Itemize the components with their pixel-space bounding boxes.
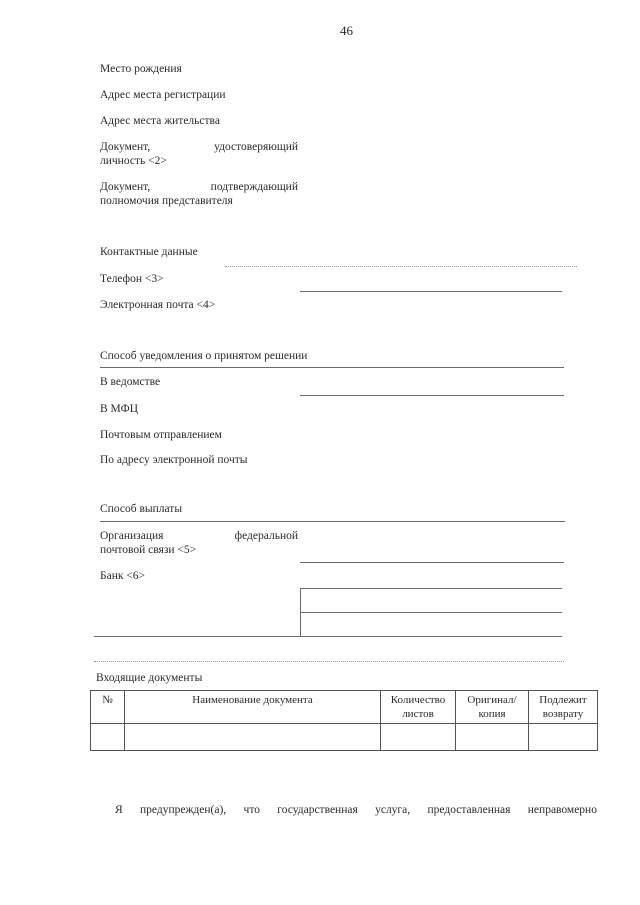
payment-title: Способ выплаты <box>100 503 183 515</box>
phone-label: Телефон <3> <box>100 273 164 285</box>
footer-paragraph <box>115 804 597 816</box>
res-address-label: Адрес места жительства <box>100 115 220 127</box>
footer-word: предоставленная <box>427 804 511 816</box>
contacts-divider <box>225 266 577 267</box>
col-name: Наименование документа <box>125 691 381 724</box>
rep-document-label <box>100 180 298 194</box>
id-document-word1: Документ, <box>100 141 151 153</box>
bank-label: Банк <6> <box>100 570 146 582</box>
cell-original[interactable] <box>456 724 529 751</box>
notification-option-email: По адресу электронной почты <box>100 454 248 466</box>
cell-return[interactable] <box>529 724 598 751</box>
notification-title: Способ уведомления о принятом решении <box>100 350 308 362</box>
contacts-title: Контактные данные <box>100 246 198 258</box>
footer-word: государственная <box>277 804 358 816</box>
bank-line-4 <box>94 661 564 662</box>
bank-line-3[interactable] <box>94 636 562 637</box>
documents-table <box>90 690 598 751</box>
col-return: Подлежит возврату <box>529 691 598 724</box>
footer-word: неправомерно <box>527 804 597 816</box>
footer-word: что <box>243 804 260 816</box>
birth-place-label: Место рождения <box>100 63 182 75</box>
documents-header-row <box>91 691 598 724</box>
footer-word: услуга, <box>375 804 411 816</box>
rep-document-line2: полномочия представителя <box>100 195 233 207</box>
id-document-line2: личность <2> <box>100 155 167 167</box>
id-document-word2: удостоверяющий <box>214 141 298 153</box>
footer-word: предупрежден(а), <box>140 804 227 816</box>
payment-org-line2: почтовой связи <5> <box>100 544 197 556</box>
cell-number[interactable] <box>91 724 125 751</box>
notification-option-post: Почтовым отправлением <box>100 429 222 441</box>
rep-document-word1: Документ, <box>100 181 151 193</box>
col-number: № <box>91 691 125 724</box>
payment-org-word1: Организация <box>100 530 164 542</box>
bank-line-2[interactable] <box>300 612 562 613</box>
footer-word: Я <box>115 804 123 816</box>
reg-address-label: Адрес места регистрации <box>100 89 226 101</box>
payment-org-word2: федеральной <box>234 530 298 542</box>
notification-dept-line[interactable] <box>300 395 564 396</box>
table-row <box>91 724 598 751</box>
payment-divider <box>100 521 565 522</box>
notification-divider <box>100 367 564 368</box>
payment-org-label <box>100 529 298 543</box>
bank-line-1[interactable] <box>300 588 562 589</box>
cell-name[interactable] <box>125 724 381 751</box>
col-sheets: Количество листов <box>381 691 456 724</box>
cell-sheets[interactable] <box>381 724 456 751</box>
notification-option-mfc: В МФЦ <box>100 403 139 415</box>
documents-title: Входящие документы <box>96 672 203 684</box>
notification-option-dept: В ведомстве <box>100 376 161 388</box>
rep-document-word2: подтверждающий <box>210 181 298 193</box>
email-label: Электронная почта <4> <box>100 299 216 311</box>
page-number: 46 <box>340 23 353 38</box>
id-document-label <box>100 140 298 154</box>
col-original: Оригинал/ копия <box>456 691 529 724</box>
payment-org-line[interactable] <box>300 562 564 563</box>
phone-field-line[interactable] <box>300 291 562 292</box>
